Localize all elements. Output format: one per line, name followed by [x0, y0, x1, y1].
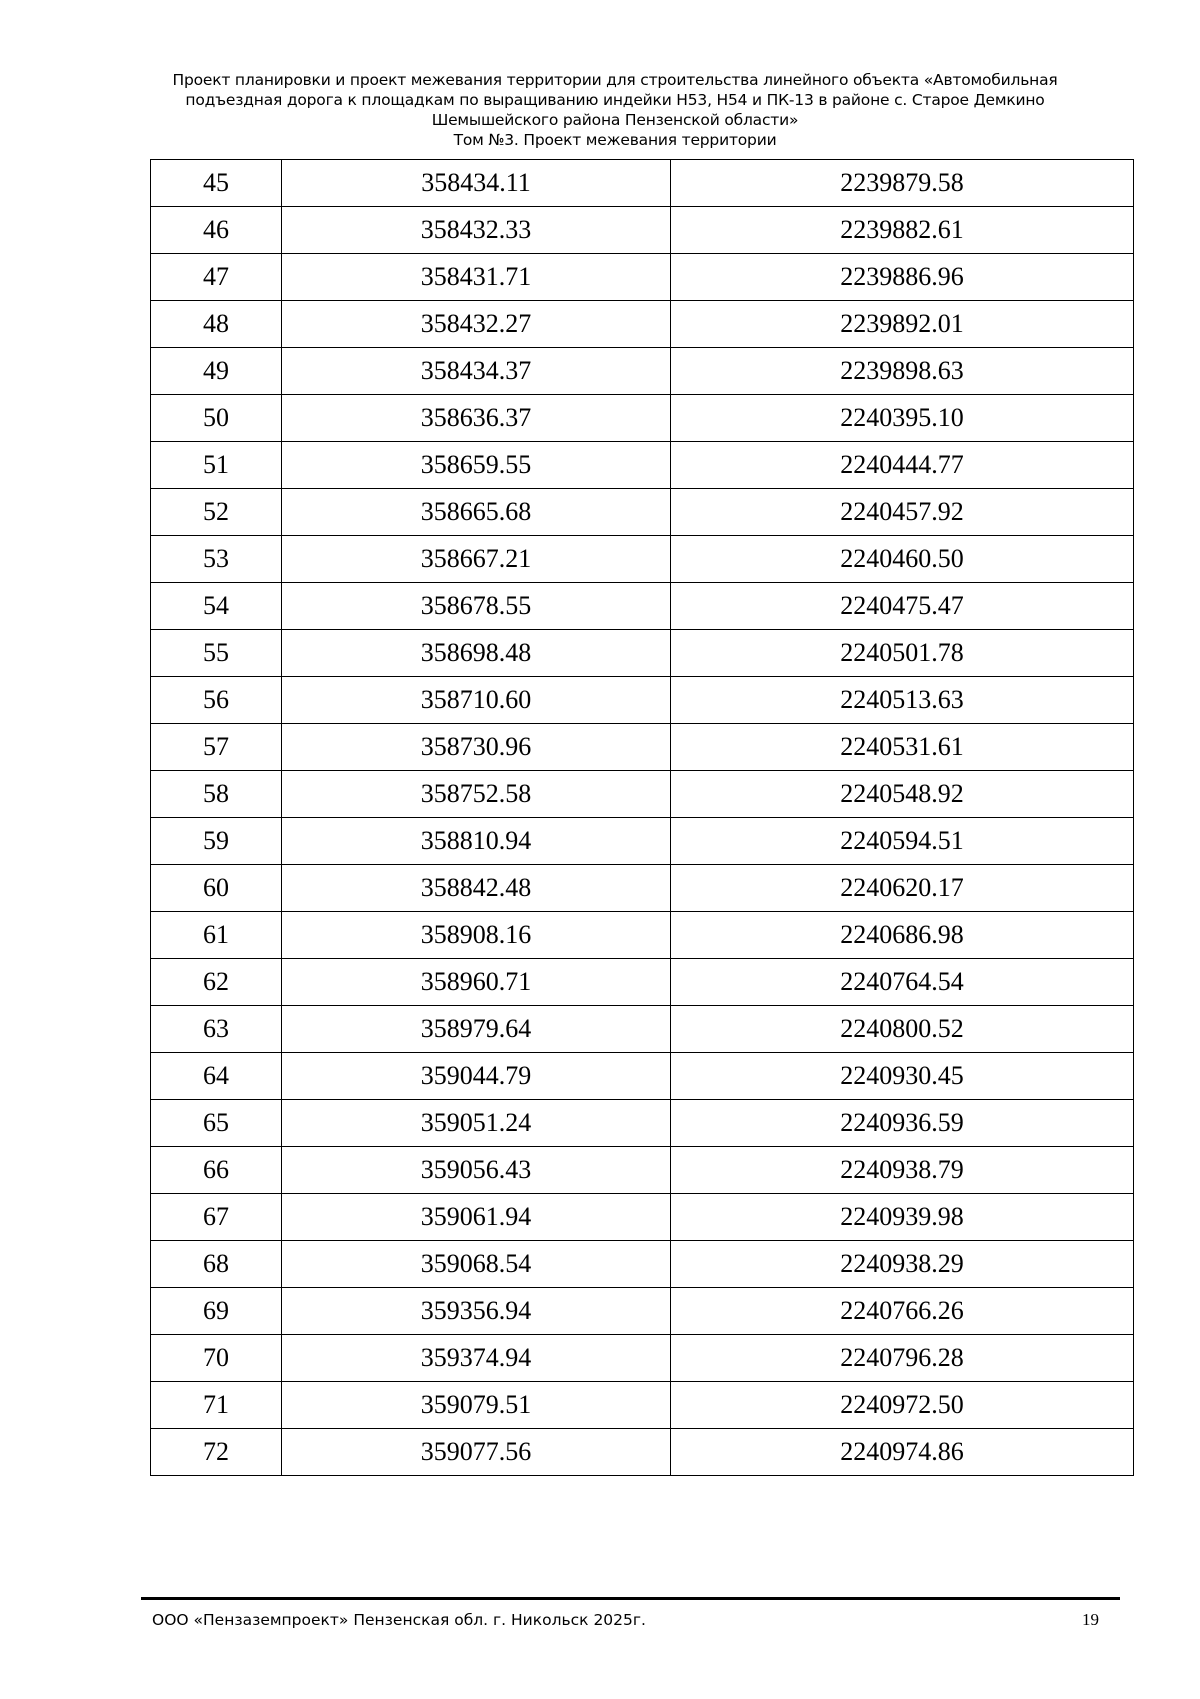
- table-row: [151, 254, 1134, 301]
- table-row: [151, 1382, 1134, 1429]
- header-line: Шемышейского района Пензенской области»: [431, 111, 799, 129]
- table-row: [151, 630, 1134, 677]
- x-coordinate-cell: 358667.21: [282, 536, 671, 583]
- x-coordinate-cell: 358698.48: [282, 630, 671, 677]
- table-row: [151, 489, 1134, 536]
- point-number-cell: 62: [151, 959, 282, 1006]
- point-number-cell: 65: [151, 1100, 282, 1147]
- header-line: подъездная дорога к площадкам по выращиванию индейки Н53, Н54 и ПК-13 в районе с. Старое Демкино: [185, 91, 1045, 109]
- y-coordinate-cell: 2240548.92: [671, 771, 1134, 818]
- y-coordinate-cell: 2240460.50: [671, 536, 1134, 583]
- x-coordinate-cell: 359044.79: [282, 1053, 671, 1100]
- point-number-cell: 56: [151, 677, 282, 724]
- y-coordinate-cell: 2240972.50: [671, 1382, 1134, 1429]
- x-coordinate-cell: 359068.54: [282, 1241, 671, 1288]
- x-coordinate-cell: 358908.16: [282, 912, 671, 959]
- point-number-cell: 67: [151, 1194, 282, 1241]
- y-coordinate-cell: 2240457.92: [671, 489, 1134, 536]
- header-line: Проект планировки и проект межевания территории для строительства линейного объекта «Автомобильная: [172, 71, 1058, 89]
- y-coordinate-cell: 2240939.98: [671, 1194, 1134, 1241]
- point-number-cell: 55: [151, 630, 282, 677]
- x-coordinate-cell: 358842.48: [282, 865, 671, 912]
- table-row: [151, 818, 1134, 865]
- x-coordinate-cell: 358659.55: [282, 442, 671, 489]
- point-number-cell: 52: [151, 489, 282, 536]
- table-row: [151, 771, 1134, 818]
- point-number-cell: 70: [151, 1335, 282, 1382]
- y-coordinate-cell: 2240938.79: [671, 1147, 1134, 1194]
- x-coordinate-cell: 358434.11: [282, 160, 671, 207]
- page-number: 19: [1082, 1610, 1099, 1629]
- x-coordinate-cell: 359061.94: [282, 1194, 671, 1241]
- header-line: Том №3. Проект межевания территории: [453, 131, 777, 149]
- y-coordinate-cell: 2240796.28: [671, 1335, 1134, 1382]
- y-coordinate-cell: 2239892.01: [671, 301, 1134, 348]
- table-row: [151, 959, 1134, 1006]
- table-row: [151, 301, 1134, 348]
- table-row: [151, 583, 1134, 630]
- point-number-cell: 51: [151, 442, 282, 489]
- point-number-cell: 57: [151, 724, 282, 771]
- table-row: [151, 1147, 1134, 1194]
- point-number-cell: 46: [151, 207, 282, 254]
- y-coordinate-cell: 2240501.78: [671, 630, 1134, 677]
- point-number-cell: 48: [151, 301, 282, 348]
- point-number-cell: 68: [151, 1241, 282, 1288]
- y-coordinate-cell: 2240936.59: [671, 1100, 1134, 1147]
- table-row: [151, 1335, 1134, 1382]
- x-coordinate-cell: 359356.94: [282, 1288, 671, 1335]
- y-coordinate-cell: 2240475.47: [671, 583, 1134, 630]
- x-coordinate-cell: 358810.94: [282, 818, 671, 865]
- y-coordinate-cell: 2240444.77: [671, 442, 1134, 489]
- x-coordinate-cell: 359079.51: [282, 1382, 671, 1429]
- table-row: [151, 1288, 1134, 1335]
- table-row: [151, 724, 1134, 771]
- y-coordinate-cell: 2240800.52: [671, 1006, 1134, 1053]
- table-row: [151, 207, 1134, 254]
- footer-company: ООО «Пензаземпроект» Пензенская обл. г. Никольск 2025г.: [152, 1611, 646, 1629]
- x-coordinate-cell: 358431.71: [282, 254, 671, 301]
- table-row: [151, 1053, 1134, 1100]
- point-number-cell: 49: [151, 348, 282, 395]
- point-number-cell: 66: [151, 1147, 282, 1194]
- y-coordinate-cell: 2239898.63: [671, 348, 1134, 395]
- point-number-cell: 63: [151, 1006, 282, 1053]
- table-row: [151, 1429, 1134, 1476]
- y-coordinate-cell: 2240513.63: [671, 677, 1134, 724]
- y-coordinate-cell: 2240930.45: [671, 1053, 1134, 1100]
- x-coordinate-cell: 359077.56: [282, 1429, 671, 1476]
- x-coordinate-cell: 359051.24: [282, 1100, 671, 1147]
- point-number-cell: 45: [151, 160, 282, 207]
- table-row: [151, 912, 1134, 959]
- y-coordinate-cell: 2240974.86: [671, 1429, 1134, 1476]
- point-number-cell: 71: [151, 1382, 282, 1429]
- y-coordinate-cell: 2240531.61: [671, 724, 1134, 771]
- point-number-cell: 58: [151, 771, 282, 818]
- point-number-cell: 47: [151, 254, 282, 301]
- point-number-cell: 59: [151, 818, 282, 865]
- table-row: [151, 1194, 1134, 1241]
- y-coordinate-cell: 2240686.98: [671, 912, 1134, 959]
- y-coordinate-cell: 2240764.54: [671, 959, 1134, 1006]
- y-coordinate-cell: 2240594.51: [671, 818, 1134, 865]
- x-coordinate-cell: 358678.55: [282, 583, 671, 630]
- page-header: [150, 70, 1080, 150]
- x-coordinate-cell: 358979.64: [282, 1006, 671, 1053]
- x-coordinate-cell: 359056.43: [282, 1147, 671, 1194]
- x-coordinate-cell: 358432.27: [282, 301, 671, 348]
- y-coordinate-cell: 2239879.58: [671, 160, 1134, 207]
- x-coordinate-cell: 358752.58: [282, 771, 671, 818]
- table-row: [151, 160, 1134, 207]
- y-coordinate-cell: 2240395.10: [671, 395, 1134, 442]
- table-row: [151, 1100, 1134, 1147]
- point-number-cell: 69: [151, 1288, 282, 1335]
- x-coordinate-cell: 358710.60: [282, 677, 671, 724]
- x-coordinate-cell: 358432.33: [282, 207, 671, 254]
- point-number-cell: 64: [151, 1053, 282, 1100]
- table-row: [151, 1006, 1134, 1053]
- x-coordinate-cell: 358636.37: [282, 395, 671, 442]
- y-coordinate-cell: 2240938.29: [671, 1241, 1134, 1288]
- table-row: [151, 865, 1134, 912]
- point-number-cell: 72: [151, 1429, 282, 1476]
- table-row: [151, 442, 1134, 489]
- coordinates-table-body: [151, 160, 1134, 1476]
- y-coordinate-cell: 2240766.26: [671, 1288, 1134, 1335]
- table-row: [151, 677, 1134, 724]
- point-number-cell: 61: [151, 912, 282, 959]
- y-coordinate-cell: 2240620.17: [671, 865, 1134, 912]
- x-coordinate-cell: 359374.94: [282, 1335, 671, 1382]
- point-number-cell: 60: [151, 865, 282, 912]
- y-coordinate-cell: 2239886.96: [671, 254, 1134, 301]
- table-row: [151, 1241, 1134, 1288]
- y-coordinate-cell: 2239882.61: [671, 207, 1134, 254]
- x-coordinate-cell: 358665.68: [282, 489, 671, 536]
- table-row: [151, 348, 1134, 395]
- table-row: [151, 395, 1134, 442]
- coordinates-table: [150, 159, 1134, 1476]
- point-number-cell: 50: [151, 395, 282, 442]
- footer-divider: [141, 1597, 1120, 1600]
- point-number-cell: 54: [151, 583, 282, 630]
- point-number-cell: 53: [151, 536, 282, 583]
- x-coordinate-cell: 358960.71: [282, 959, 671, 1006]
- table-row: [151, 536, 1134, 583]
- x-coordinate-cell: 358434.37: [282, 348, 671, 395]
- x-coordinate-cell: 358730.96: [282, 724, 671, 771]
